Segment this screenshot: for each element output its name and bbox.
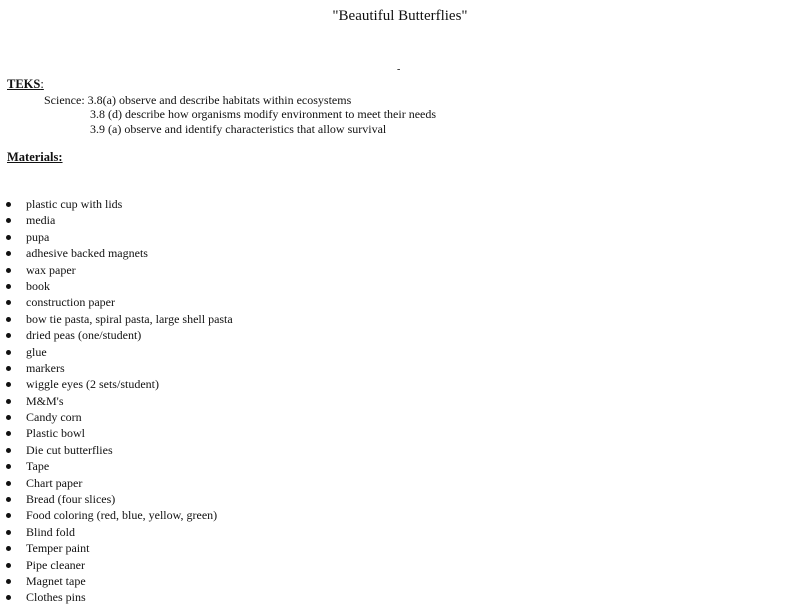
bullet-icon [6,202,11,207]
material-item-label: Temper paint [26,541,90,556]
teks-heading-label: TEKS [7,77,41,91]
bullet-icon [6,481,11,486]
materials-list [0,196,233,606]
bullet-icon [6,300,11,305]
bullet-icon [6,563,11,568]
material-item [0,573,233,589]
material-item-label: pupa [26,229,50,244]
material-item-label: wax paper [26,262,76,277]
material-item-label: bow tie pasta, spiral pasta, large shell pasta [26,311,233,326]
materials-heading: Materials: [7,150,63,164]
material-item [0,212,233,228]
bullet-icon [6,497,11,502]
bullet-icon [6,546,11,551]
material-item [0,524,233,540]
material-item [0,229,233,245]
material-item-label: M&M's [26,393,64,408]
bullet-icon [6,284,11,289]
material-item-label: book [26,278,50,293]
material-item-label: plastic cup with lids [26,197,123,211]
material-item-label: Pipe cleaner [26,557,85,572]
bullet-icon [6,235,11,240]
material-item [0,442,233,458]
material-item-label: adhesive backed magnets [26,246,148,261]
material-item-label: markers [26,360,65,375]
material-item [0,425,233,441]
material-item [0,475,233,491]
bullet-icon [6,317,11,322]
bullet-icon [6,366,11,371]
bullet-icon [6,268,11,273]
material-item [0,360,233,376]
bullet-icon [6,350,11,355]
material-item-label: dried peas (one/student) [26,328,142,343]
material-item-label: glue [26,344,47,359]
material-item-label: Magnet tape [26,573,86,588]
bullet-icon [6,251,11,256]
material-item-label: Die cut butterflies [26,442,113,457]
material-item-label: Chart paper [26,475,83,490]
teks-heading-colon: : [40,77,44,91]
document-title: "Beautiful Butterflies" [332,8,468,24]
teks-line: 3.9 (a) observe and identify characteristics that allow survival [90,122,387,136]
material-item [0,344,233,360]
material-item-label: Candy corn [26,410,82,425]
bullet-icon [6,431,11,436]
bullet-icon [6,382,11,387]
teks-line: 3.8 (d) describe how organisms modify environment to meet their needs [90,107,437,121]
teks-heading [7,77,44,92]
bullet-icon [6,579,11,584]
material-item-label: Clothes pins [26,590,86,605]
material-item [0,376,233,392]
material-item [0,507,233,523]
material-item [0,327,233,343]
bullet-icon [6,530,11,535]
material-item-label: construction paper [26,295,115,310]
bullet-icon [6,464,11,469]
bullet-icon [6,513,11,518]
material-item [0,294,233,310]
bullet-icon [6,415,11,420]
material-item [0,589,233,605]
bullet-icon [6,218,11,223]
bullet-icon [6,399,11,404]
bullet-icon [6,448,11,453]
material-item [0,245,233,261]
material-item-label: media [26,213,56,228]
separator-mark: - [397,64,401,75]
bullet-icon [6,333,11,338]
material-item-label: wiggle eyes (2 sets/student) [26,377,159,392]
material-item-label: Tape [26,459,50,474]
material-item [0,491,233,507]
material-item [0,540,233,556]
material-item [0,409,233,425]
material-item-label: Bread (four slices) [26,492,116,507]
material-item-label: Plastic bowl [26,426,85,441]
material-item [0,311,233,327]
material-item [0,458,233,474]
material-item [0,262,233,278]
material-item [0,278,233,294]
material-item-label: Food coloring (red, blue, yellow, green) [26,508,218,523]
material-item-label: Blind fold [26,524,76,539]
material-item [0,196,233,212]
material-item [0,393,233,409]
material-item [0,557,233,573]
teks-line: Science: 3.8(a) observe and describe habitats within ecosystems [44,93,352,107]
